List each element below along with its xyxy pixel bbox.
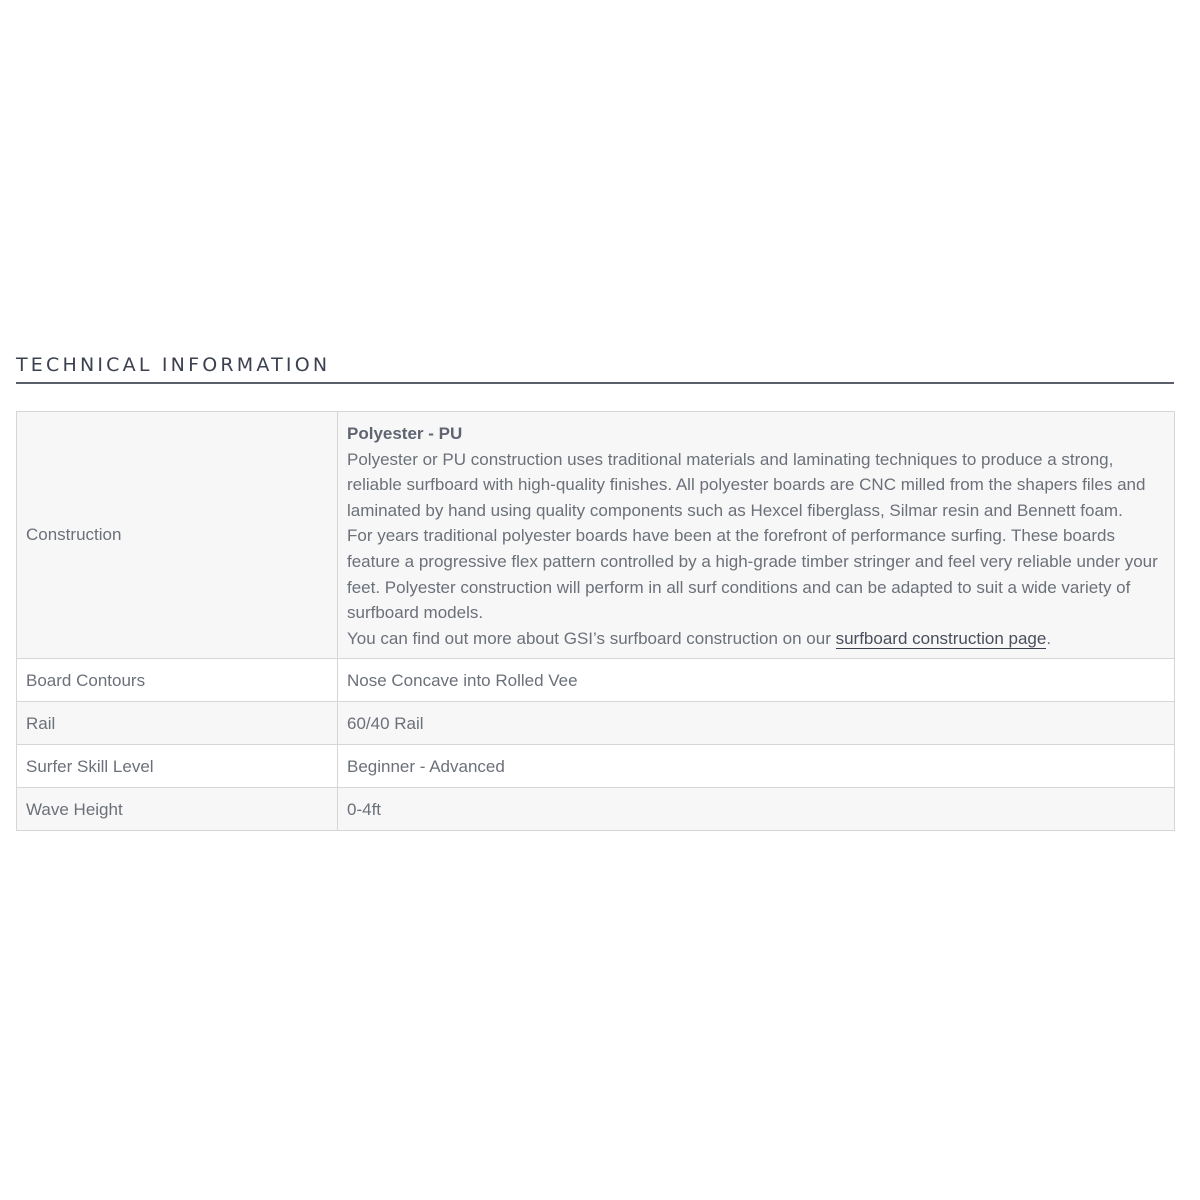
spec-label-construction: Construction bbox=[17, 412, 338, 659]
table-row-wave-height bbox=[17, 788, 1175, 831]
spec-label-wave-height: Wave Height bbox=[17, 788, 338, 831]
construction-heading: Polyester - PU bbox=[347, 424, 463, 443]
spec-value-skill-level: Beginner - Advanced bbox=[338, 745, 1175, 788]
technical-information-section bbox=[16, 352, 1174, 831]
table-row-construction bbox=[17, 412, 1175, 659]
construction-paragraph-3-end: . bbox=[1046, 628, 1052, 648]
construction-paragraph-1: Polyester or PU construction uses traditional materials and laminating techniques to produce a strong, reliable surfboard with high-quality finishes. All polyester boards are CNC milled from the shapers files and laminated by hand using quality components such as Hexcel fiberglass, Silmar resin and Bennett foam. bbox=[347, 449, 1146, 520]
surfboard-construction-link[interactable]: surfboard construction page bbox=[835, 628, 1047, 648]
construction-paragraph-2: For years traditional polyester boards have been at the forefront of performance surfing. These boards feature a progressive flex pattern controlled by a high-grade timber stringer and feel very reliable under your feet. Polyester construction will perform in all surf conditions and can be adapted to suit a wide variety of surfboard models. bbox=[347, 526, 1158, 623]
table-row-board-contours bbox=[17, 659, 1175, 702]
section-title: TECHNICAL INFORMATION bbox=[16, 354, 331, 376]
table-row-skill-level bbox=[17, 745, 1175, 788]
spec-label-board-contours: Board Contours bbox=[17, 659, 338, 702]
spec-value-wave-height: 0-4ft bbox=[338, 788, 1175, 831]
construction-paragraph-3 bbox=[347, 626, 1165, 652]
specs-table bbox=[16, 411, 1175, 831]
title-divider bbox=[16, 382, 1174, 384]
spec-label-rail: Rail bbox=[17, 702, 338, 745]
spec-label-skill-level: Surfer Skill Level bbox=[17, 745, 338, 788]
table-row-rail bbox=[17, 702, 1175, 745]
construction-paragraph-3-text: You can find out more about GSI’s surfboard construction on our bbox=[347, 628, 836, 648]
spec-value-construction bbox=[338, 412, 1175, 659]
spec-value-board-contours: Nose Concave into Rolled Vee bbox=[338, 659, 1175, 702]
spec-value-rail: 60/40 Rail bbox=[338, 702, 1175, 745]
